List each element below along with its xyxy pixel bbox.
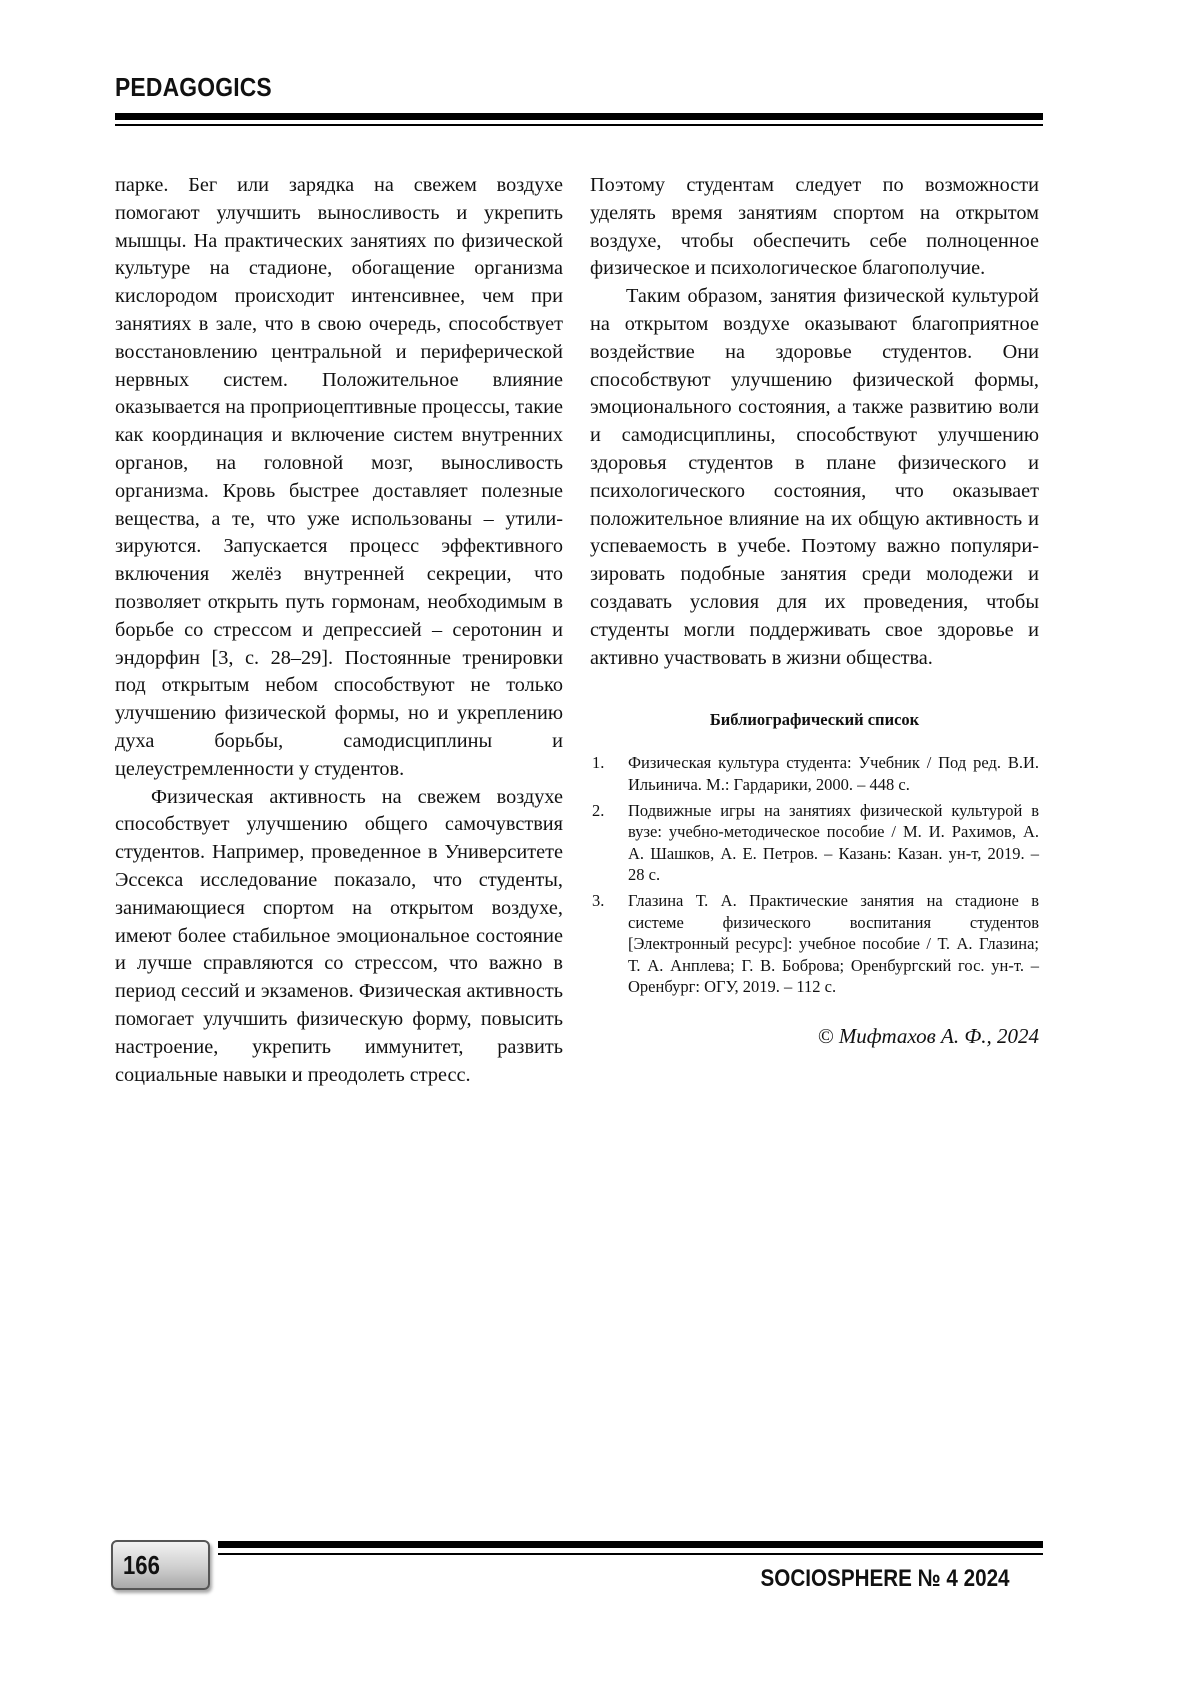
footer-rule-thin [218,1553,1043,1555]
bibliography-number: 2. [592,800,605,820]
page-number-badge [111,1540,210,1590]
journal-name: SOCIOSPHERE № 4 2024 [760,1565,1010,1592]
header-rule-thin [115,124,1043,126]
paragraph: Таким образом, занятия физической культурой на открытом воздухе оказывают благоприятное воздействие на здоровье студентов. Они способствуют улучшению физической формы, эмоционального состояния, а также развитию воли и самодисциплины, способствуют улучшению здоровья студентов в плане физического и психологического состояния, что оказывает положительное влияние на их общую активность и успеваемость в учебе. Поэтому важно популяризировать подобные занятия среди молодежи и создавать условия для их проведения, чтобы студенты могли поддерживать свое здоровье и активно участвовать в жизни общества. [590,285,1039,669]
paragraph: Поэтому студентам следует по возможности уделять время занятиям спортом на открытом воздухе, чтобы обеспечить себе полноценное физическое и психологическое благополучие. [590,174,1039,280]
bibliography-number: 1. [592,753,605,773]
bibliography-text: Глазина Т. А. Практические занятия на стадионе в системе физического воспитания студентов [Электронный ресурс]: учебное пособие / Т. А. Глазина; Т. А. Анплева; Г. В. Боброва; Оренбургский гос. ун-т. – Оренбург: ОГУ, 2019. – 112 с. [628,890,1039,997]
bibliography-item [590,752,1039,795]
bibliography-number: 3. [592,890,605,910]
section-title: PEDAGOGICS [115,72,272,102]
copyright: © Мифтахов А. Ф., 2024 [817,1023,1039,1048]
right-column [590,172,1039,1050]
bibliography-item [590,890,1039,998]
footer-rule-thick [218,1541,1043,1548]
bibliography-list [590,752,1039,998]
bibliography-title: Библиографический список [709,710,920,730]
paragraph: Физическая активность на свежем воздухе способствует улучшению общего самочувствия студентов. Например, проведенное в Университете Эссекса исследование показало, что студенты, занимающиеся спортом на открытом воздухе, имеют более стабильное эмоциональное состояние и лучше справляются со стрессом, что важно в период сессий и экзаменов. Физическая активность помогает улучшить физическую форму, повысить настроение, укрепить иммунитет, развить социальные навыки и преодолеть стресс. [115,785,563,1086]
bibliography-item [590,800,1039,886]
header-rule-thick [115,113,1043,120]
left-column [115,172,563,1089]
paragraph: парке. Бег или зарядка на свежем воздухе помогают улучшить выносливость и укрепить мышцы. На практических занятиях по физической культуре на стадионе, обогащение организма кислородом происходит интенсивнее, чем при занятиях в зале, что в свою очередь, способствует восстановлению центральной и периферической нервных систем. Положительное влияние оказывается на проприоцептивные процессы, такие как координация и включение систем внутренних органов, на головной мозг, выносливость организма. Кровь быстрее доставляет полезные вещества, а те, что уже использованы – утилизируются. Запускается процесс эффективного включения желёз внутренней секреции, что позволяет открыть путь гормонам, необходимым в борьбе со стрессом и депрессией – серотонин и эндорфин [3, с. 28–29]. Постоянные тренировки под открытым небом способствуют не только улучшению физической формы, но и укреплению духа борьбы, самодисциплины и целеустремленности у студентов. [115,174,563,780]
bibliography-text: Подвижные игры на занятиях физической культурой в вузе: учебно-методическое пособие / М. И. Рахимов, А. А. Шашков, А. Е. Петров. – Казань: Казан. ун-т, 2019. – 28 с. [628,800,1039,885]
bibliography-text: Физическая культура студента: Учебник / Под ред. В.И. Ильинича. М.: Гардарики, 2000. – 448 с. [628,753,1039,794]
page-number: 166 [123,1550,160,1580]
